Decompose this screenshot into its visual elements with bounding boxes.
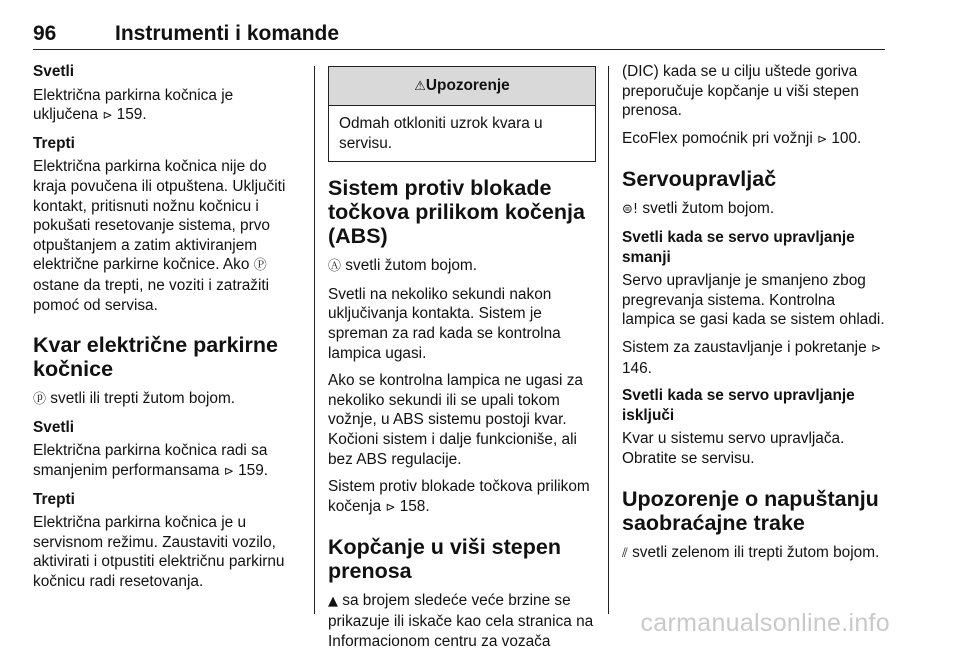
heading-svetli: Svetli (33, 63, 75, 80)
parking-brake-icon: Ⓟ (253, 258, 267, 274)
paragraph: Električna parkirna kočnica nije do kraja povučena ili otpuštena. Uključiti kontakt, pritisnuti nožnu kočnicu i pokušati resetovanje sistema, prvo otpuštanjem a zatim aktiviranjem električne parkirne kočnice. Ako Ⓟ ostane da trepti, ne voziti i zatražiti pomoć od servisa. (33, 158, 286, 314)
column-3 (622, 62, 887, 571)
heading-steering-off: Svetli kada se servo upravljanje isključi (622, 387, 855, 424)
paragraph: EcoFlex pomoćnik pri vožnji ⊳ 100. (622, 129, 862, 147)
warning-title: Upozorenje (425, 77, 510, 94)
paragraph: Električna parkirna kočnica je u servisnom režimu. Zaustaviti vozilo, aktivirati i otpustiti električnu parkirnu kočnicu radi resetovanja. (33, 514, 285, 590)
page-reference[interactable]: 158. (399, 497, 430, 515)
heading-trepti: Trepti (33, 490, 75, 508)
section-heading-abs: Sistem protiv blokade točkova prilikom kočenja (ABS) (328, 176, 585, 249)
warning-text: Odmah otkloniti uzrok kvara u servisu. (339, 115, 543, 152)
paragraph: Sistem protiv blokade točkova prilikom kočenja ⊳ 158. (328, 478, 590, 515)
page-reference[interactable]: 146. (622, 359, 652, 377)
paragraph: (DIC) kada se u cilju uštede goriva preporučuje kopčanje u viši stepen prenosa. (622, 63, 859, 120)
page-number: 96 (33, 22, 57, 45)
paragraph: ⓟ svetli ili trepti žutom bojom. (33, 390, 236, 408)
column-divider (608, 66, 609, 614)
page-header (33, 22, 885, 48)
page-reference[interactable]: 100. (831, 129, 862, 147)
paragraph: Kvar u sistemu servo upravljača. Obratite se servisu. (622, 430, 845, 467)
column-1 (33, 62, 301, 599)
paragraph: ⊜! svetli žutom bojom. (622, 200, 775, 218)
paragraph: Ako se kontrolna lampica ne ugasi za nekoliko sekundi ili se upali tokom vožnje, u ABS sistemu postoji kvar. Kočioni sistem i dalje funkcioniše, ali bez ABS regulacije. (328, 372, 583, 468)
warning-header (329, 67, 595, 106)
column-2 (328, 66, 596, 659)
paragraph: Svetli na nekoliko sekundi nakon uključivanja kontakta. Sistem je spreman za rad kada se kontrolna lampica ugasi. (328, 285, 561, 362)
column-divider (314, 66, 315, 614)
header-rule (33, 49, 885, 50)
section-heading-power-steering: Servoupravljač (622, 167, 777, 192)
section-heading-upshift: Kopčanje u viši stepen prenosa (328, 535, 561, 584)
xref-icon: ⊳ (102, 108, 113, 123)
section-heading-brake-fault: Kvar električne parkirne kočnice (33, 333, 278, 382)
brake-fault-icon: ⓟ (33, 392, 47, 408)
paragraph: ▲ sa brojem sledeće veće brzine se prikazuje ili iskače kao cela stranica na Informacionom centru za vozača (328, 592, 594, 650)
paragraph: Električna parkirna kočnica je uključena ⊳ 159. (33, 86, 234, 124)
paragraph: Ⓐ svetli žutom bojom. (328, 257, 478, 275)
heading-svetli: Svetli (33, 418, 75, 436)
watermark: carmanualsonline.info (640, 609, 890, 637)
warning-icon: ⚠ (414, 79, 426, 94)
warning-box (328, 66, 596, 162)
page-reference[interactable]: 159. (116, 106, 147, 124)
heading-trepti: Trepti (33, 134, 75, 152)
xref-icon: ⊳ (385, 499, 396, 514)
xref-icon: ⊳ (870, 340, 882, 355)
paragraph: Sistem za zaustavljanje i pokretanje ⊳ 146. (622, 338, 882, 377)
heading-steering-reduced: Svetli kada se servo upravljanje smanji (622, 228, 855, 266)
paragraph: Servo upravljanje je smanjeno zbog pregrevanja sistema. Kontrolna lampica se gasi kada se sistem ohladi. (622, 272, 885, 329)
xref-icon: ⊳ (223, 463, 234, 478)
abs-icon: Ⓐ (328, 259, 342, 275)
section-heading-lane-departure: Upozorenje o napuštanju saobraćajne trake (622, 486, 879, 535)
paragraph: ⫽ svetli zelenom ili trepti žutom bojom. (622, 543, 880, 561)
page-reference[interactable]: 159. (238, 461, 269, 479)
upshift-icon: ▲ (328, 594, 338, 610)
steering-warning-icon: ⊜! (622, 202, 639, 218)
paragraph: Električna parkirna kočnica radi sa smanjenim performansama ⊳ 159. (33, 442, 269, 479)
lane-departure-icon: ⫽ (622, 545, 628, 561)
chapter-title: Instrumenti i komande (115, 22, 340, 45)
xref-icon: ⊳ (817, 131, 828, 146)
warning-body (329, 106, 595, 161)
